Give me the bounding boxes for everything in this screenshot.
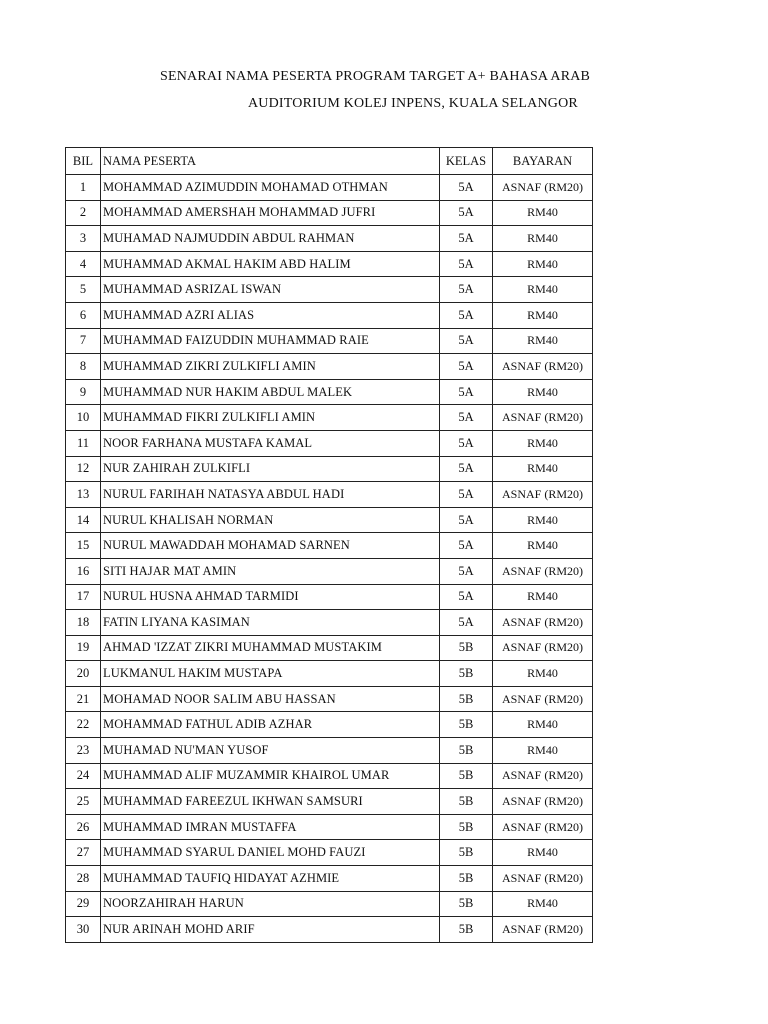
- header-nama-peserta: NAMA PESERTA: [101, 148, 440, 175]
- cell-nama-peserta: MOHAMAD NOOR SALIM ABU HASSAN: [101, 686, 440, 712]
- cell-nama-peserta: MUHAMAD NU'MAN YUSOF: [101, 738, 440, 764]
- cell-kelas: 5B: [440, 661, 493, 687]
- cell-kelas: 5A: [440, 507, 493, 533]
- table-row: [66, 507, 593, 533]
- table-row: [66, 610, 593, 636]
- table-row: [66, 840, 593, 866]
- cell-bil: 25: [66, 789, 101, 815]
- cell-nama-peserta: MUHAMMAD FAREEZUL IKHWAN SAMSURI: [101, 789, 440, 815]
- table-header-row: [66, 148, 593, 175]
- cell-bayaran: ASNAF (RM20): [493, 763, 593, 789]
- cell-nama-peserta: MUHAMMAD NUR HAKIM ABDUL MALEK: [101, 379, 440, 405]
- cell-kelas: 5B: [440, 635, 493, 661]
- cell-bayaran: RM40: [493, 712, 593, 738]
- cell-nama-peserta: NUR ZAHIRAH ZULKIFLI: [101, 456, 440, 482]
- table-row: [66, 200, 593, 226]
- table-row: [66, 814, 593, 840]
- cell-nama-peserta: MUHAMMAD SYARUL DANIEL MOHD FAUZI: [101, 840, 440, 866]
- cell-kelas: 5B: [440, 814, 493, 840]
- cell-bayaran: RM40: [493, 661, 593, 687]
- cell-bil: 30: [66, 917, 101, 943]
- cell-bayaran: ASNAF (RM20): [493, 635, 593, 661]
- cell-nama-peserta: NURUL MAWADDAH MOHAMAD SARNEN: [101, 533, 440, 559]
- cell-nama-peserta: SITI HAJAR MAT AMIN: [101, 558, 440, 584]
- cell-bayaran: RM40: [493, 840, 593, 866]
- cell-kelas: 5B: [440, 891, 493, 917]
- table-row: [66, 379, 593, 405]
- table-row: [66, 584, 593, 610]
- cell-bayaran: ASNAF (RM20): [493, 686, 593, 712]
- cell-kelas: 5A: [440, 302, 493, 328]
- document-title: SENARAI NAMA PESERTA PROGRAM TARGET A+ BAHASA ARAB: [160, 69, 590, 84]
- cell-nama-peserta: MUHAMMAD FAIZUDDIN MUHAMMAD RAIE: [101, 328, 440, 354]
- cell-nama-peserta: MUHAMMAD FIKRI ZULKIFLI AMIN: [101, 405, 440, 431]
- cell-kelas: 5A: [440, 277, 493, 303]
- cell-bil: 13: [66, 482, 101, 508]
- cell-kelas: 5A: [440, 175, 493, 201]
- cell-kelas: 5A: [440, 354, 493, 380]
- table-row: [66, 738, 593, 764]
- cell-bil: 22: [66, 712, 101, 738]
- cell-nama-peserta: NOORZAHIRAH HARUN: [101, 891, 440, 917]
- cell-bil: 9: [66, 379, 101, 405]
- table-row: [66, 354, 593, 380]
- cell-bil: 12: [66, 456, 101, 482]
- table-row: [66, 712, 593, 738]
- cell-kelas: 5A: [440, 584, 493, 610]
- cell-kelas: 5A: [440, 405, 493, 431]
- cell-nama-peserta: MUHAMAD NAJMUDDIN ABDUL RAHMAN: [101, 226, 440, 252]
- cell-nama-peserta: MOHAMMAD FATHUL ADIB AZHAR: [101, 712, 440, 738]
- cell-bayaran: RM40: [493, 507, 593, 533]
- cell-bil: 26: [66, 814, 101, 840]
- cell-nama-peserta: AHMAD 'IZZAT ZIKRI MUHAMMAD MUSTAKIM: [101, 635, 440, 661]
- cell-kelas: 5B: [440, 866, 493, 892]
- cell-nama-peserta: NURUL FARIHAH NATASYA ABDUL HADI: [101, 482, 440, 508]
- cell-bil: 16: [66, 558, 101, 584]
- cell-bayaran: RM40: [493, 456, 593, 482]
- header-kelas: KELAS: [440, 148, 493, 175]
- cell-bayaran: RM40: [493, 277, 593, 303]
- cell-bayaran: ASNAF (RM20): [493, 405, 593, 431]
- cell-kelas: 5A: [440, 482, 493, 508]
- table-body: [66, 175, 593, 943]
- table-row: [66, 789, 593, 815]
- cell-bil: 23: [66, 738, 101, 764]
- cell-bil: 14: [66, 507, 101, 533]
- table-row: [66, 686, 593, 712]
- cell-kelas: 5B: [440, 763, 493, 789]
- table-row: [66, 866, 593, 892]
- cell-bil: 24: [66, 763, 101, 789]
- cell-nama-peserta: MOHAMMAD AZIMUDDIN MOHAMAD OTHMAN: [101, 175, 440, 201]
- cell-bayaran: ASNAF (RM20): [493, 175, 593, 201]
- cell-kelas: 5A: [440, 251, 493, 277]
- header-bayaran: BAYARAN: [493, 148, 593, 175]
- cell-bayaran: ASNAF (RM20): [493, 610, 593, 636]
- cell-nama-peserta: MUHAMMAD AZRI ALIAS: [101, 302, 440, 328]
- cell-bayaran: RM40: [493, 226, 593, 252]
- cell-bil: 21: [66, 686, 101, 712]
- cell-bayaran: ASNAF (RM20): [493, 789, 593, 815]
- cell-bil: 7: [66, 328, 101, 354]
- cell-kelas: 5B: [440, 712, 493, 738]
- cell-nama-peserta: MUHAMMAD AKMAL HAKIM ABD HALIM: [101, 251, 440, 277]
- cell-nama-peserta: MUHAMMAD ALIF MUZAMMIR KHAIROL UMAR: [101, 763, 440, 789]
- table-row: [66, 226, 593, 252]
- cell-kelas: 5A: [440, 558, 493, 584]
- cell-kelas: 5A: [440, 328, 493, 354]
- header-bil: BIL: [66, 148, 101, 175]
- cell-kelas: 5A: [440, 379, 493, 405]
- cell-bil: 5: [66, 277, 101, 303]
- cell-kelas: 5A: [440, 430, 493, 456]
- cell-bil: 19: [66, 635, 101, 661]
- document-header: [0, 0, 768, 140]
- cell-bayaran: ASNAF (RM20): [493, 482, 593, 508]
- table-row: [66, 405, 593, 431]
- cell-bil: 29: [66, 891, 101, 917]
- cell-bayaran: ASNAF (RM20): [493, 814, 593, 840]
- document-subtitle: AUDITORIUM KOLEJ INPENS, KUALA SELANGOR: [248, 96, 578, 111]
- cell-nama-peserta: MUHAMMAD ZIKRI ZULKIFLI AMIN: [101, 354, 440, 380]
- cell-bil: 20: [66, 661, 101, 687]
- cell-bil: 17: [66, 584, 101, 610]
- cell-bayaran: ASNAF (RM20): [493, 866, 593, 892]
- cell-bil: 27: [66, 840, 101, 866]
- cell-nama-peserta: MUHAMMAD IMRAN MUSTAFFA: [101, 814, 440, 840]
- cell-kelas: 5B: [440, 789, 493, 815]
- cell-nama-peserta: FATIN LIYANA KASIMAN: [101, 610, 440, 636]
- cell-bil: 2: [66, 200, 101, 226]
- cell-nama-peserta: LUKMANUL HAKIM MUSTAPA: [101, 661, 440, 687]
- cell-nama-peserta: NURUL HUSNA AHMAD TARMIDI: [101, 584, 440, 610]
- cell-bil: 18: [66, 610, 101, 636]
- cell-bil: 6: [66, 302, 101, 328]
- table-row: [66, 558, 593, 584]
- table-row: [66, 661, 593, 687]
- cell-kelas: 5A: [440, 610, 493, 636]
- cell-bayaran: RM40: [493, 251, 593, 277]
- table-row: [66, 533, 593, 559]
- cell-nama-peserta: MUHAMMAD ASRIZAL ISWAN: [101, 277, 440, 303]
- cell-bayaran: RM40: [493, 533, 593, 559]
- table-row: [66, 891, 593, 917]
- cell-kelas: 5A: [440, 200, 493, 226]
- participant-table: [65, 147, 593, 943]
- cell-kelas: 5B: [440, 738, 493, 764]
- cell-nama-peserta: MUHAMMAD TAUFIQ HIDAYAT AZHMIE: [101, 866, 440, 892]
- table-row: [66, 763, 593, 789]
- cell-nama-peserta: NURUL KHALISAH NORMAN: [101, 507, 440, 533]
- cell-bil: 28: [66, 866, 101, 892]
- cell-bayaran: RM40: [493, 738, 593, 764]
- table-row: [66, 175, 593, 201]
- cell-kelas: 5A: [440, 456, 493, 482]
- cell-kelas: 5B: [440, 686, 493, 712]
- cell-bayaran: RM40: [493, 891, 593, 917]
- cell-bayaran: RM40: [493, 302, 593, 328]
- cell-bil: 10: [66, 405, 101, 431]
- cell-bil: 8: [66, 354, 101, 380]
- cell-bayaran: RM40: [493, 430, 593, 456]
- cell-kelas: 5A: [440, 533, 493, 559]
- cell-bayaran: RM40: [493, 584, 593, 610]
- cell-nama-peserta: NOOR FARHANA MUSTAFA KAMAL: [101, 430, 440, 456]
- cell-bayaran: ASNAF (RM20): [493, 354, 593, 380]
- table-row: [66, 328, 593, 354]
- cell-bil: 3: [66, 226, 101, 252]
- table-row: [66, 277, 593, 303]
- table-row: [66, 635, 593, 661]
- cell-bil: 1: [66, 175, 101, 201]
- cell-nama-peserta: NUR ARINAH MOHD ARIF: [101, 917, 440, 943]
- cell-kelas: 5B: [440, 917, 493, 943]
- cell-bayaran: ASNAF (RM20): [493, 558, 593, 584]
- table-row: [66, 302, 593, 328]
- cell-bayaran: RM40: [493, 379, 593, 405]
- table-row: [66, 456, 593, 482]
- cell-nama-peserta: MOHAMMAD AMERSHAH MOHAMMAD JUFRI: [101, 200, 440, 226]
- table-row: [66, 482, 593, 508]
- cell-kelas: 5A: [440, 226, 493, 252]
- cell-bayaran: RM40: [493, 328, 593, 354]
- cell-bayaran: RM40: [493, 200, 593, 226]
- table-row: [66, 251, 593, 277]
- table-row: [66, 430, 593, 456]
- cell-kelas: 5B: [440, 840, 493, 866]
- table-row: [66, 917, 593, 943]
- cell-bil: 15: [66, 533, 101, 559]
- cell-bayaran: ASNAF (RM20): [493, 917, 593, 943]
- cell-bil: 4: [66, 251, 101, 277]
- cell-bil: 11: [66, 430, 101, 456]
